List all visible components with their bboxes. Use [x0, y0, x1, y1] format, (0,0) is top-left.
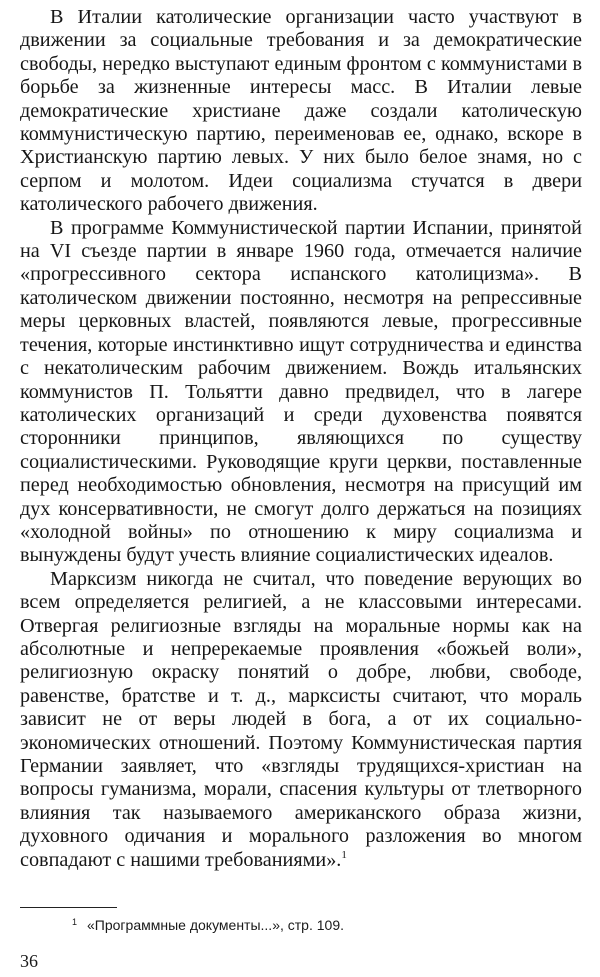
footnote	[72, 913, 572, 934]
body-text	[20, 6, 582, 872]
paragraph-marxism	[20, 568, 582, 872]
paragraph-spain: В программе Коммунистической партии Испании, принятой на VI съезде партии в январе 1960 года, отмечается наличие «прогрессивного сектора испанского католицизма». В католическом движении постоянно, несмотря на репрессивные меры церковных властей, появляются левые, прогрессивные течения, которые инстинктивно ищут сотрудничества и единства с некатолическим рабочим движением. Вождь итальянских коммунистов П. Тольятти давно предвидел, что в лагере католических организаций и среди духовенства появятся сторонники принципов, являющихся по существу социалистическими. Руководящие круги церкви, поставленные перед необходимостью обновления, несмотря на присущий им дух консервативности, не смогут долго держаться на позициях «холодной войны» по отношению к миру социализма и вынуждены будут учесть влияние социалистических идеалов.	[20, 216, 582, 567]
footnote-divider	[20, 907, 117, 908]
footnote-reference: 1	[341, 848, 347, 861]
paragraph-italy: В Италии католические организации часто участвуют в движении за социальные требования и за демократические свободы, нередко выступают единым фронтом с коммунистами в борьбе за жизненные интересы масс. В Италии левые демократические христиане даже создали католическую коммунистическую партию, переименовав ее, однако, вскоре в Христианскую партию левых. У них было белое знамя, но с серпом и молотом. Идеи социализма стучатся в двери католического рабочего движения.	[20, 6, 582, 216]
footnote-marker: 1	[72, 917, 78, 927]
page-number: 36	[20, 951, 38, 971]
footnote-text: «Программные документы...», стр. 109.	[87, 917, 344, 933]
paragraph-marxism-text: Марксизм никогда не считал, что поведение верующих во всем определяется религией, а не классовыми интересами. Отвергая религиозные взгляды на моральные нормы как на абсолютные и непререкаемые проявления «божьей воли», религиозную окраску понятий о добре, любви, свободе, равенстве, братстве и т. д., марксисты считают, что мораль зависит не от веры людей в бога, а от их социально-экономических отношений. Поэтому Коммунистическая партия Германии заявляет, что «взгляды трудящихся-христиан на вопросы гуманизма, морали, спасения культуры от тлетворного влияния так называемого американского образа жизни, духовного одичания и морального разложения во многом совпадают с нашими требованиями».	[20, 567, 582, 871]
